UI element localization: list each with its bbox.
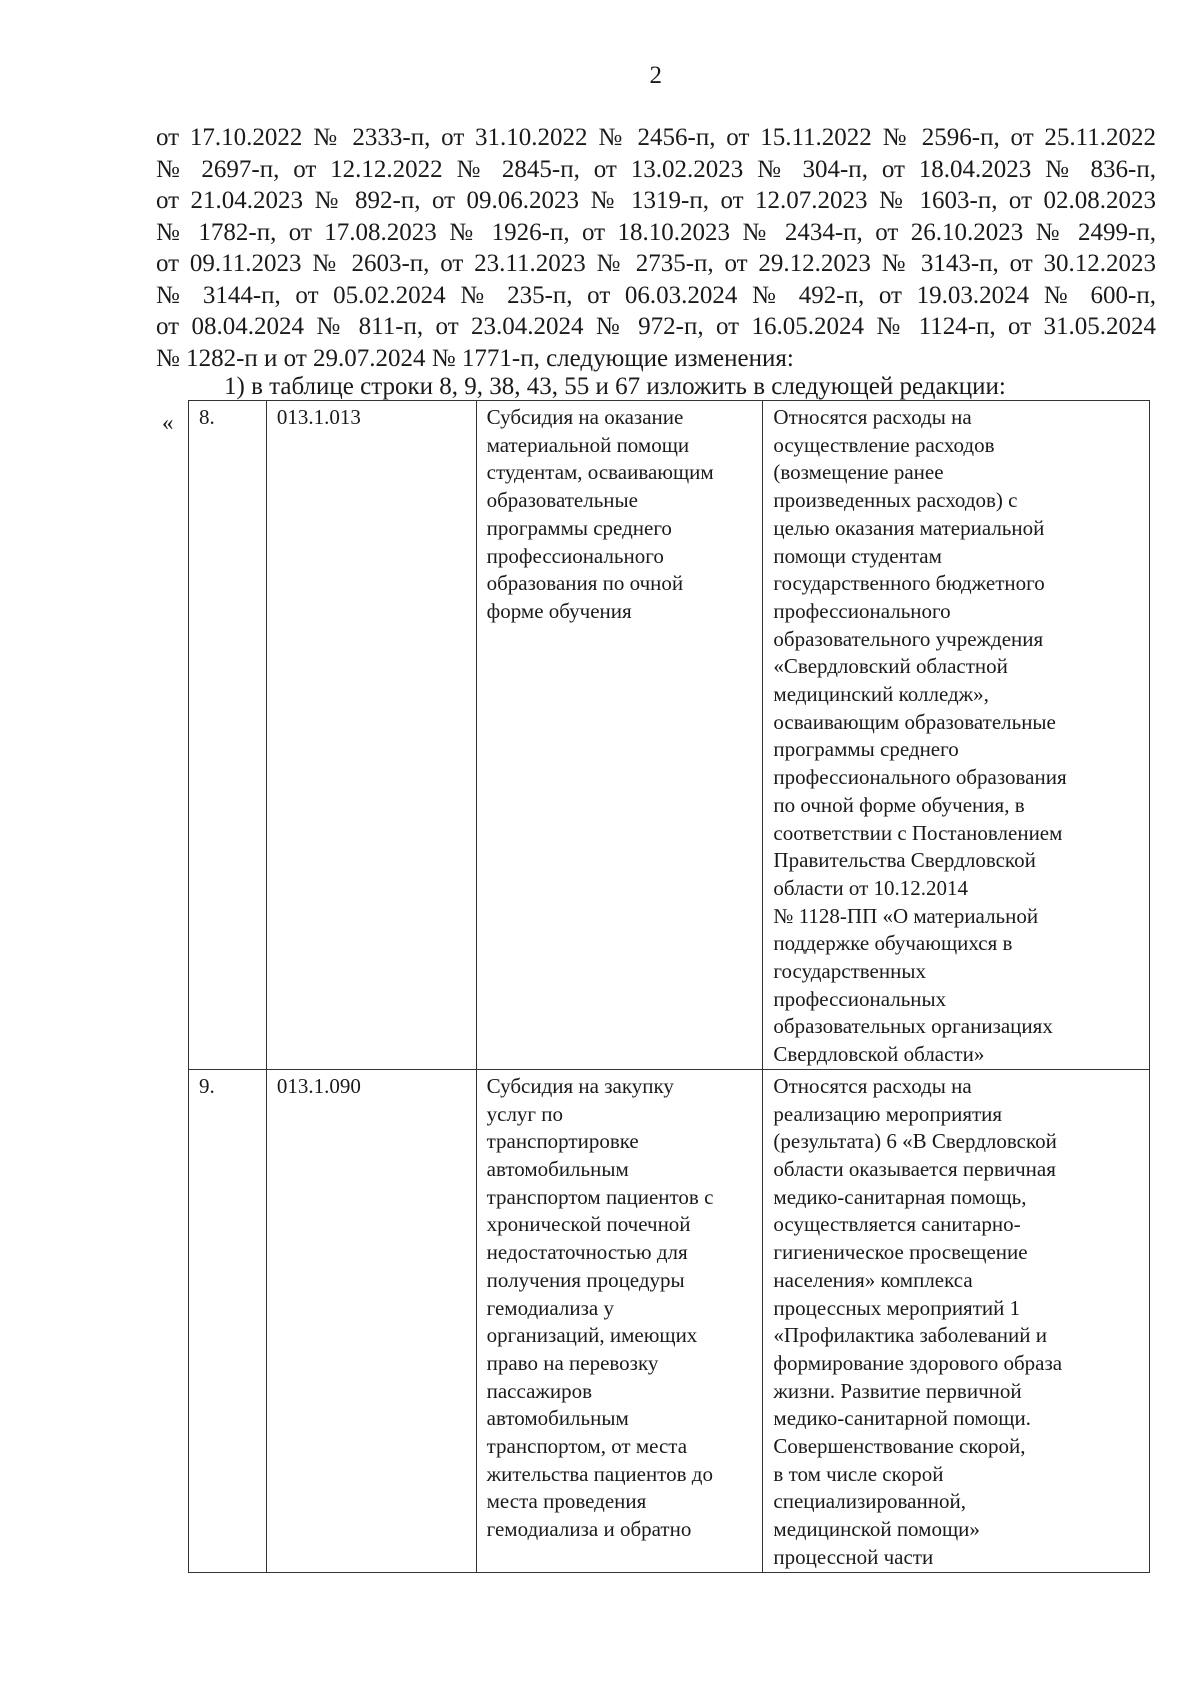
row-code: 013.1.013 [266, 401, 476, 1070]
table-row [189, 1069, 1150, 1572]
row-description: Относятся расходы на осуществление расходов (возмещение ранее произведенных расходов) с целью оказания материальной помощи студентам государственного бюджетного профессионального образовательного учреждения «Свердловский областной медицинский колледж», осваивающим образовательные программы среднего профессионального образования по очной форме обучения, в соответствии с Постановлением Правительства Свердловской области от 10.12.2014 № 1128-ПП «О материальной поддержке обучающихся в государственных профессиональных образовательных организациях Свердловской области» [763, 401, 1150, 1070]
intro-line: от 08.04.2024 № 811-п, от 23.04.2024 № 972-п, от 16.05.2024 № 1124-п, от 31.05.2024 [156, 313, 1156, 340]
intro-line: от 17.10.2022 № 2333-п, от 31.10.2022 № 2456-п, от 15.11.2022 № 2596-п, от 25.11.2022 [156, 124, 1156, 151]
amendment-table [188, 400, 1150, 1573]
intro-line: № 3144-п, от 05.02.2024 № 235-п, от 06.03.2024 № 492-п, от 19.03.2024 № 600-п, [156, 281, 1156, 309]
row-name: Субсидия на закупку услуг по транспортировке автомобильным транспортом пациентов с хронической почечной недостаточностью для получения процедуры гемодиализа у организаций, имеющих право на перевозку пассажиров автомобильным транспортом, от места жительства пациентов до места проведения гемодиализа и обратно [476, 1069, 763, 1572]
intro-line: от 21.04.2023 № 892-п, от 09.06.2023 № 1319-п, от 12.07.2023 № 1603-п, от 02.08.2023 [156, 187, 1156, 214]
intro-line: № 1282-п и от 29.07.2024 № 1771-п, следующие изменения: [156, 344, 794, 372]
row-description: Относятся расходы на реализацию мероприятия (результата) 6 «В Свердловской области оказывается первичная медико-санитарная помощь, осуществляется санитарно- гигиеническое просвещение населения» комплекса процессных мероприятий 1 «Профилактика заболеваний и формирование здорового образа жизни. Развитие первичной медико-санитарной помощи. Совершенствование скорой, в том числе скорой специализированной, медицинской помощи» процессной части [763, 1069, 1150, 1572]
row-number: 8. [189, 401, 267, 1070]
page-number: 2 [649, 62, 663, 89]
item-1-instruction: 1) в таблице строки 8, 9, 38, 43, 55 и 67 изложить в следующей редакции: [224, 373, 1006, 400]
row-name: Субсидия на оказание материальной помощи студентам, осваивающим образовательные программы среднего профессионального образования по очной форме обучения [476, 401, 763, 1070]
intro-line: от 09.11.2023 № 2603-п, от 23.11.2023 № 2735-п, от 29.12.2023 № 3143-п, от 30.12.2023 [156, 250, 1156, 277]
row-code: 013.1.090 [266, 1069, 476, 1572]
intro-paragraph [156, 122, 1156, 374]
table-row [189, 401, 1150, 1070]
row-number: 9. [189, 1069, 267, 1572]
intro-line: № 1782-п, от 17.08.2023 № 1926-п, от 18.10.2023 № 2434-п, от 26.10.2023 № 2499-п, [156, 218, 1156, 246]
intro-line: № 2697-п, от 12.12.2022 № 2845-п, от 13.02.2023 № 304-п, от 18.04.2023 № 836-п, [156, 155, 1156, 183]
opening-quote: « [162, 410, 174, 435]
